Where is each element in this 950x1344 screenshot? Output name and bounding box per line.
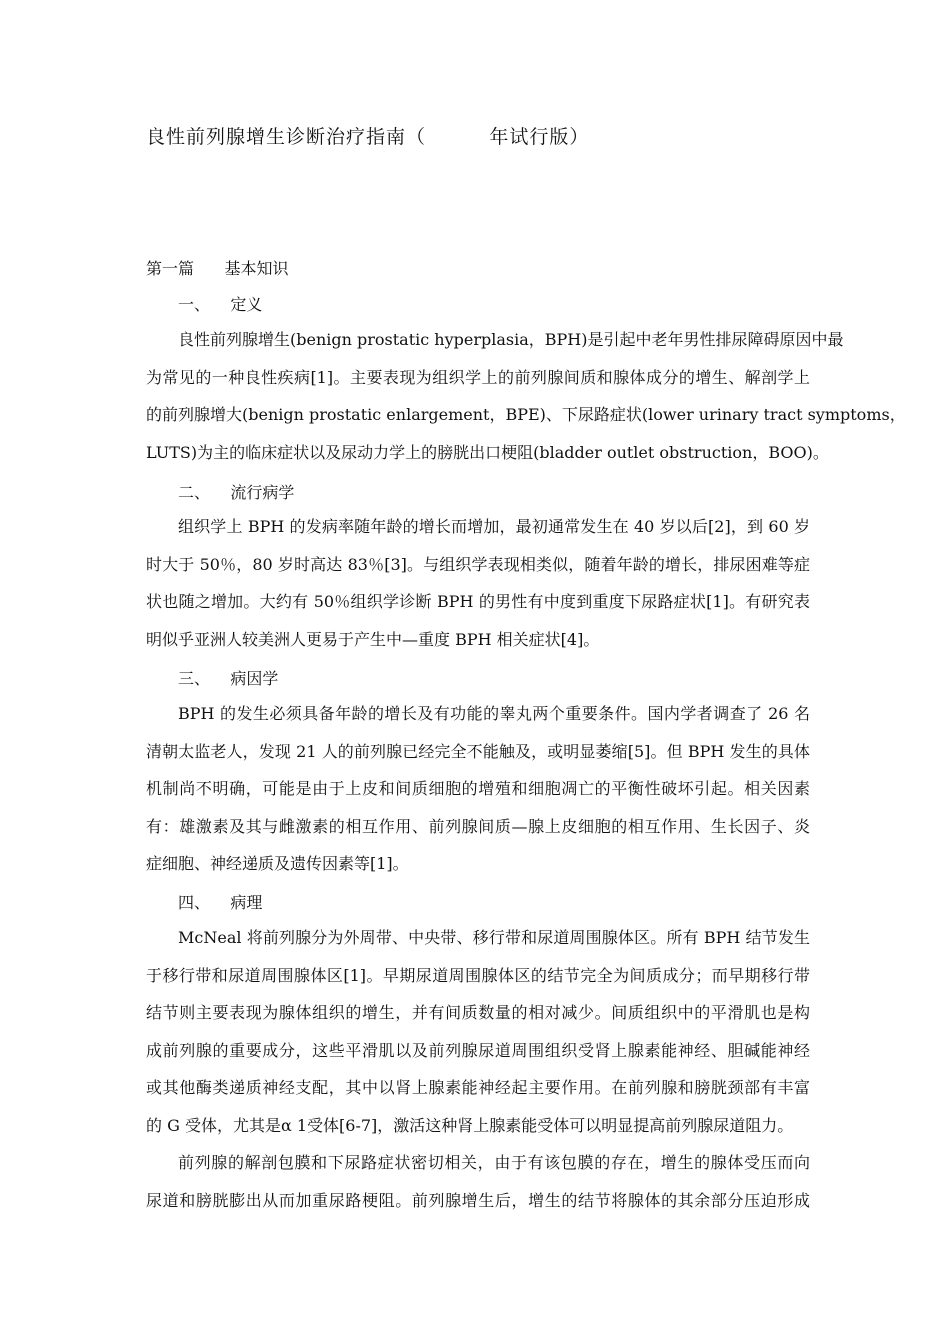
text-line: 有：雄激素及其与雌激素的相互作用、前列腺间质—腺上皮细胞的相互作用、生长因子、炎 [146,816,810,836]
paragraph-epidemiology [146,508,810,658]
text-line: 明似乎亚洲人较美洲人更易于产生中—重度 BPH 相关症状[4]。 [146,629,600,649]
text-line: 或其他酶类递质神经支配，其中以肾上腺素能神经起主要作用。在前列腺和膀胱颈部有丰富 [146,1078,810,1097]
section-heading-etiology: 三、 病因学 [178,669,279,688]
text-line: 尿道和膀胱膨出从而加重尿路梗阻。前列腺增生后，增生的结节将腺体的其余部分压迫形成 [146,1190,810,1210]
text-line: 的前列腺增大(benign prostatic enlargement，BPE)、下尿路症状(lower urinary tract symptoms， [146,405,906,424]
paragraph-pathology-capsule [146,1144,810,1219]
text-line: 时大于 50％，80 岁时高达 83％[3]。与组织学表现相类似，随着年龄的增长，排尿困难等症 [146,554,810,574]
text-line: 机制尚不明确，可能是由于上皮和间质细胞的增殖和细胞凋亡的平衡性破坏引起。相关因素 [146,779,810,798]
paragraph-etiology [146,695,810,883]
section-heading-epidemiology: 二、 流行病学 [178,483,295,502]
paragraph-pathology [146,919,810,1144]
text-line: 症细胞、神经递质及遗传因素等[1]。 [146,854,409,873]
part-heading: 第一篇 基本知识 [146,259,289,278]
document-title: 良性前列腺增生诊断治疗指南（ 年试行版） [146,126,590,148]
text-line: 前列腺的解剖包膜和下尿路症状密切相关，由于有该包膜的存在，增生的腺体受压而向 [178,1153,810,1172]
text-line: 结节则主要表现为腺体组织的增生，并有间质数量的相对减少。间质组织中的平滑肌也是构 [146,1003,810,1022]
section-heading-pathology: 四、 病理 [178,893,263,912]
text-line: 状也随之增加。大约有 50％组织学诊断 BPH 的男性有中度到重度下尿路症状[1]。有研究表 [146,592,810,611]
text-line: 组织学上 BPH 的发病率随年龄的增长而增加，最初通常发生在 40 岁以后[2]，到 60 岁 [178,517,810,536]
text-line: 成前列腺的重要成分，这些平滑肌以及前列腺尿道周围组织受肾上腺素能神经、胆碱能神经 [146,1040,810,1060]
text-line: 清朝太监老人，发现 21 人的前列腺已经完全不能触及，或明显萎缩[5]。但 BPH 发生的具体 [146,741,810,761]
text-line: 良性前列腺增生(benign prostatic hyperplasia，BPH)是引起中老年男性排尿障碍原因中最 [178,330,844,349]
paragraph-definition [146,321,906,471]
text-line: 为常见的一种良性疾病[1]。主要表现为组织学上的前列腺间质和腺体成分的增生、解剖学上 [146,367,810,387]
section-heading-definition: 一、 定义 [178,295,263,314]
text-line: BPH 的发生必须具备年龄的增长及有功能的睾丸两个重要条件。国内学者调查了 26 名 [178,704,810,723]
text-line: 于移行带和尿道周围腺体区[1]。早期尿道周围腺体区的结节完全为间质成分；而早期移行带 [146,965,810,985]
text-line: McNeal 将前列腺分为外周带、中央带、移行带和尿道周围腺体区。所有 BPH 结节发生 [178,928,810,947]
text-line: LUTS)为主的临床症状以及尿动力学上的膀胱出口梗阻(bladder outlet obstruction，BOO)。 [146,442,829,462]
text-line: 的 G 受体，尤其是α 1受体[6-7]，激活这种肾上腺素能受体可以明显提高前列腺尿道阻力。 [146,1115,794,1135]
